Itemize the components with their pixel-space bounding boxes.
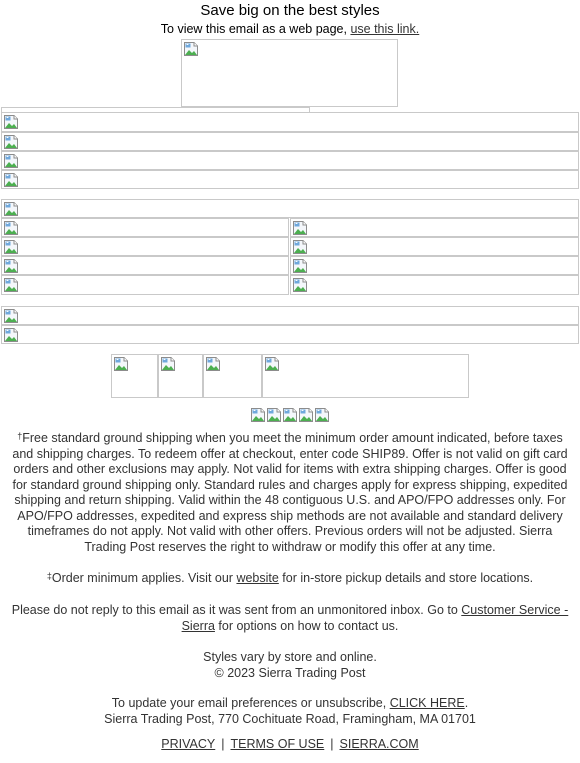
banner-image-2[interactable] [1,132,579,151]
grid-image-left-4[interactable] [1,275,289,295]
dagger-mark: † [17,431,23,441]
app-download-image[interactable] [262,354,469,398]
broken-image-icon [292,239,308,255]
broken-image-icon [3,308,19,324]
address-text: Sierra Trading Post, 770 Cochituate Road, Framingham, MA 01701 [104,711,476,726]
order-minimum-note [8,571,572,587]
copyright-text: © 2023 Sierra Trading Post [214,665,366,680]
social-image-2[interactable] [158,354,203,398]
broken-image-icon [3,277,19,293]
no-reply-suffix: for options on how to contact us. [214,618,399,633]
banner-image-1[interactable] [1,112,579,132]
broken-image-icon [205,356,221,372]
social-image-3[interactable] [203,354,262,398]
shipping-disclaimer-text: Free standard ground shipping when you meet the minimum order amount indicated, before taxes and shipping charges. To redeem offer at checkout, enter code SHIP89. Offer is not valid on gift card orders and other exclusions may apply. Not valid for items with extra shipping charges. Offer is good for standard ground shipping only. Standard rules and charges apply for express shipping, expedited shipping and return shipping. Valid within the 48 contiguous U.S. and APO/FPO addresses only. For APO/FPO addresses, expedited and express ship methods are not available and standard delivery timeframes do not apply. Not valid with other offers. Previous orders will not be adjusted. Sierra Trading Post reserves the right to withdraw or modify this offer at any time. [12,431,568,554]
privacy-link[interactable]: PRIVACY [161,737,216,751]
banner-image-4[interactable] [1,170,579,189]
grid-image-left-3[interactable] [1,256,289,275]
broken-image-icon [292,220,308,236]
order-minimum-suffix: for in-store pickup details and store locations. [278,571,534,585]
section-header-image[interactable] [1,199,579,218]
broken-image-icon [3,327,19,343]
sierra-site-link[interactable]: SIERRA.COM [339,737,419,751]
broken-image-icon [3,114,19,130]
small-icon-4[interactable] [298,407,314,423]
grid-image-left-2[interactable] [1,237,289,256]
website-link[interactable]: website [236,571,279,585]
preferences-suffix: . [464,696,469,710]
unsubscribe-link[interactable]: CLICK HERE [389,696,465,710]
styles-vary-block [8,650,572,681]
terms-link[interactable]: TERMS OF USE [230,737,325,751]
promo-image-2[interactable] [1,325,579,344]
broken-image-icon [160,356,176,372]
small-icon-5[interactable] [314,407,330,423]
order-minimum-text: Order minimum applies. Visit our [51,571,237,585]
view-web-page-line [0,22,580,36]
view-web-page-text: To view this email as a web page, [160,22,351,36]
broken-image-icon [183,41,199,57]
preferences-text: To update your email preferences or unsubscribe, [111,696,390,710]
small-icon-2[interactable] [266,407,282,423]
grid-image-right-2[interactable] [290,237,579,256]
broken-image-icon [3,220,19,236]
footer-links [8,737,572,753]
broken-image-icon [292,277,308,293]
grid-image-right-1[interactable] [290,218,579,237]
broken-image-icon [3,153,19,169]
link-separator: | [330,737,334,751]
view-web-page-link[interactable]: use this link. [350,22,420,36]
promo-image-1[interactable] [1,306,579,325]
small-icon-3[interactable] [282,407,298,423]
grid-image-right-3[interactable] [290,256,579,275]
headline: Save big on the best styles [200,2,380,19]
broken-image-icon [113,356,129,372]
broken-image-icon [3,134,19,150]
customer-service-link[interactable]: Customer Service - Sierra [181,603,569,633]
broken-image-icon [264,356,280,372]
logo-image[interactable] [181,39,398,107]
small-icon-1[interactable] [250,407,266,423]
grid-image-left-1[interactable] [1,218,289,237]
no-reply-note [8,603,572,634]
broken-image-icon [3,201,19,217]
broken-image-icon [3,239,19,255]
styles-vary-text: Styles vary by store and online. [203,650,377,664]
small-icon-row [250,407,330,425]
broken-image-icon [3,258,19,274]
link-separator: | [221,737,225,751]
no-reply-text: Please do not reply to this email as it was sent from an unmonitored inbox. Go to [11,603,462,617]
broken-image-icon [3,172,19,188]
shipping-disclaimer [8,431,572,555]
banner-image-3[interactable] [1,151,579,170]
grid-image-right-4[interactable] [290,275,579,295]
double-dagger-mark: ‡ [46,571,52,581]
broken-image-icon [292,258,308,274]
social-image-1[interactable] [111,354,158,398]
preferences-block [8,696,572,727]
